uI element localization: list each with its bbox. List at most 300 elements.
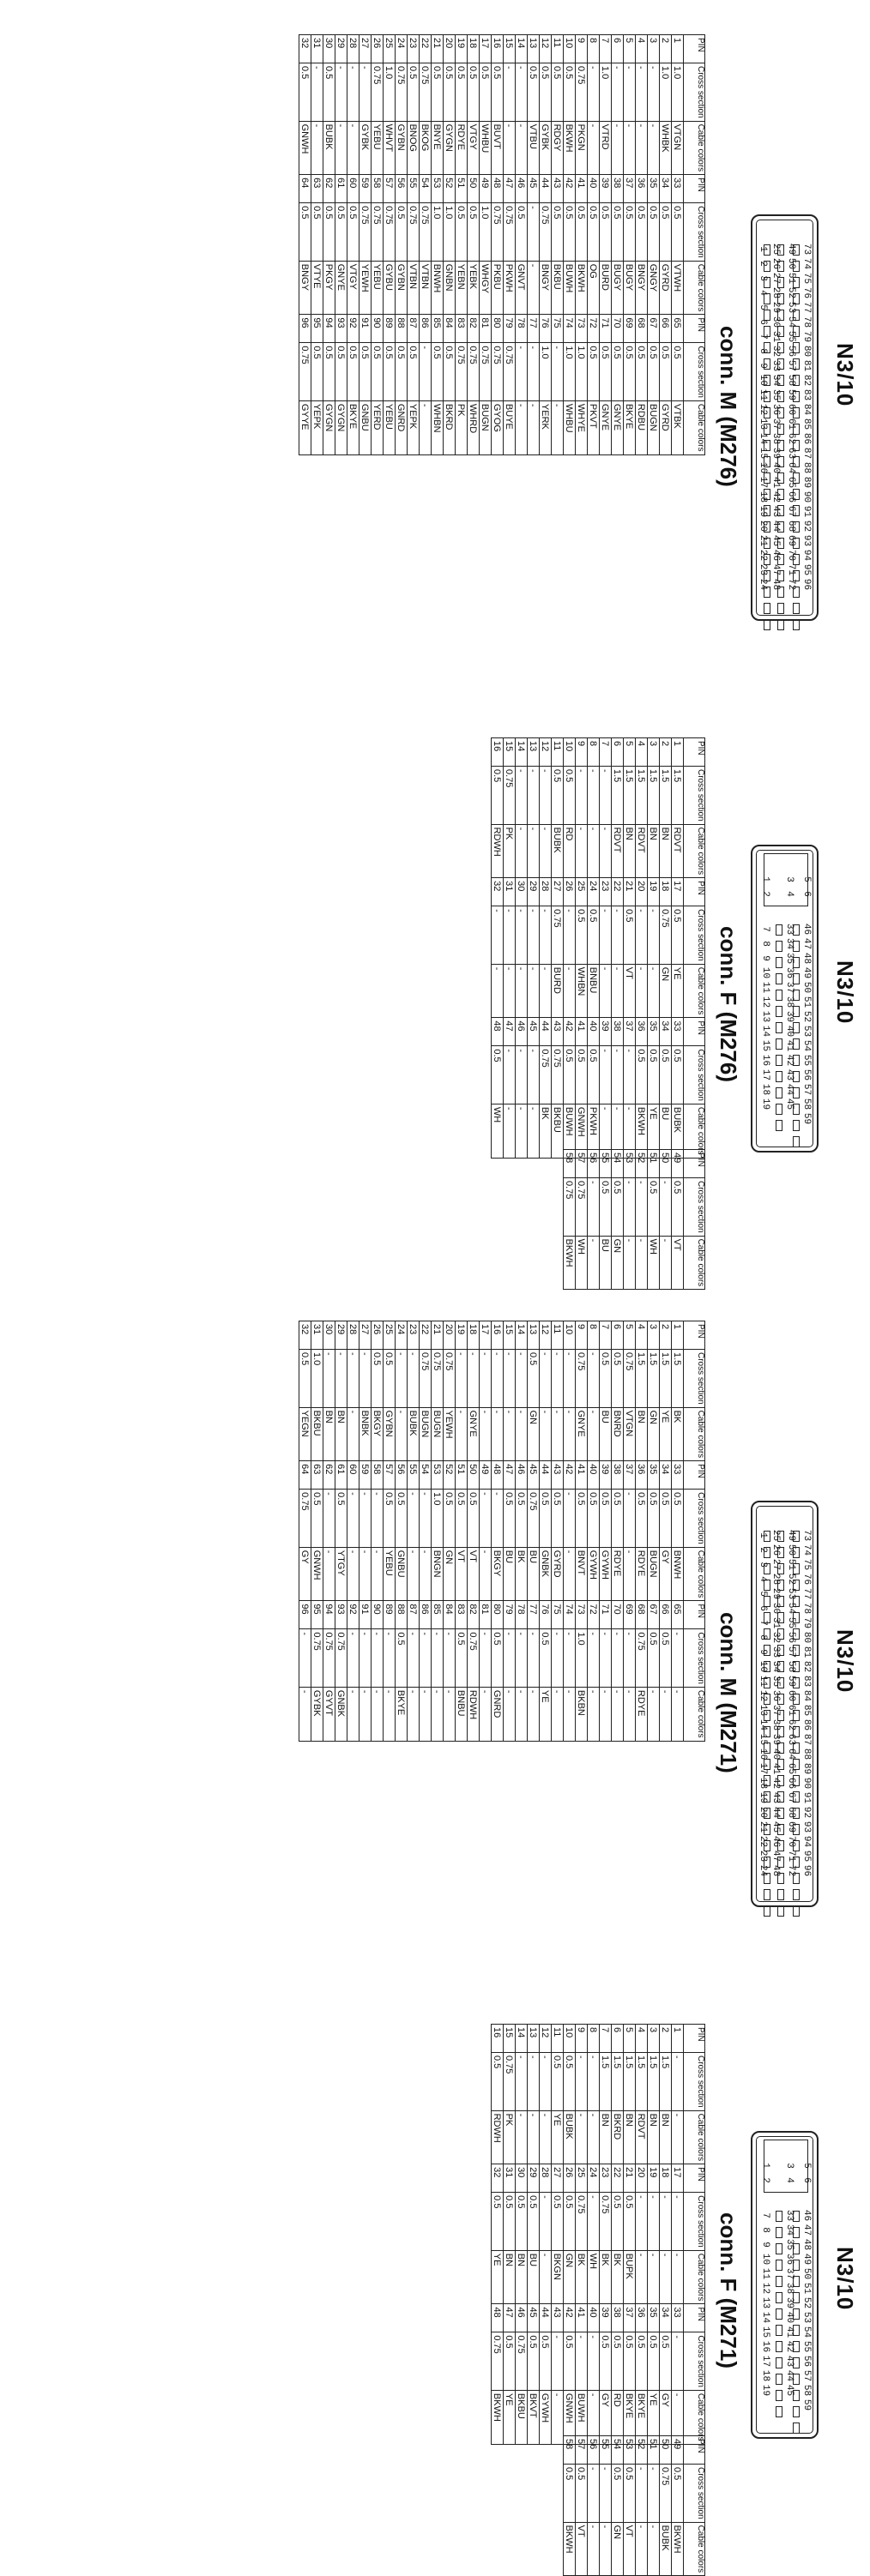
table-cell: - bbox=[504, 906, 516, 965]
pin-number: 44 bbox=[784, 2369, 794, 2382]
pin-number: 84 bbox=[801, 1689, 812, 1702]
table-row bbox=[540, 738, 552, 1159]
table-cell: 82 bbox=[468, 1601, 480, 1629]
connector-pin-numbers bbox=[760, 2208, 770, 2398]
pin-number: 33 bbox=[784, 2209, 794, 2222]
table-cell: 0.5 bbox=[636, 1490, 648, 1548]
table-row bbox=[504, 2025, 516, 2445]
table-cell: 53 bbox=[432, 1461, 444, 1490]
table-cell: 32 bbox=[492, 2164, 504, 2193]
table-cell: 0.5 bbox=[636, 343, 648, 401]
table-cell: WHBN bbox=[576, 964, 588, 1018]
table-cell: 61 bbox=[335, 1461, 347, 1490]
pin-number: 1 bbox=[760, 876, 770, 882]
table-cell: 90 bbox=[372, 315, 384, 343]
table-cell: - bbox=[504, 63, 516, 122]
pin-number: 18 bbox=[758, 1777, 768, 1790]
table-cell: 0.5 bbox=[660, 1490, 672, 1548]
pin-number: 95 bbox=[801, 1850, 812, 1863]
pin-number: 16 bbox=[758, 1748, 768, 1760]
table-cell: 0.75 bbox=[504, 2053, 516, 2111]
table-row bbox=[636, 1321, 648, 1742]
pin-number: 42 bbox=[784, 1054, 794, 1067]
table-row bbox=[564, 1321, 576, 1742]
table-cell: BU bbox=[660, 1104, 672, 1158]
pin-number: 7 bbox=[758, 1620, 768, 1626]
table-cell: - bbox=[468, 1350, 480, 1408]
table-row bbox=[648, 1321, 660, 1742]
table-cell: 39 bbox=[600, 175, 612, 203]
table-cell: 33 bbox=[672, 1018, 684, 1046]
table-cell: YE bbox=[660, 1407, 672, 1461]
table-cell: BN bbox=[504, 2250, 516, 2304]
pin-number: 13 bbox=[760, 1010, 770, 1023]
table-cell: - bbox=[564, 1629, 576, 1688]
table-cell: GYRD bbox=[552, 1547, 564, 1601]
table-row bbox=[588, 2025, 600, 2445]
table-cell: 58 bbox=[372, 175, 384, 203]
table-row bbox=[372, 35, 384, 455]
table-cell: 81 bbox=[480, 1601, 492, 1629]
pin-number: 46 bbox=[801, 2209, 812, 2222]
table-row bbox=[600, 35, 612, 455]
pin-number: 43 bbox=[770, 505, 781, 518]
pin-number: 14 bbox=[760, 2311, 770, 2324]
table-cell: 0.5 bbox=[672, 2465, 684, 2523]
pin-slot-row bbox=[776, 2208, 782, 2420]
table-cell: 74 bbox=[564, 1601, 576, 1629]
table-cell: - bbox=[588, 2332, 600, 2391]
table-cell: 51 bbox=[648, 1150, 660, 1178]
table-cell: 16 bbox=[492, 35, 504, 63]
table-cell: 24 bbox=[396, 1321, 408, 1350]
connector-pin-numbers bbox=[760, 872, 770, 901]
pin-number: 56 bbox=[801, 2355, 812, 2368]
table-cell: 55 bbox=[600, 2436, 612, 2465]
pin-number: 4 bbox=[784, 891, 794, 897]
pin-slot bbox=[776, 2227, 782, 2238]
table-cell: 0.5 bbox=[396, 1629, 408, 1688]
table-cell: VTBN bbox=[420, 261, 432, 315]
table-cell: - bbox=[516, 121, 528, 175]
pin-number: 8 bbox=[760, 941, 770, 947]
table-cell: 0.5 bbox=[552, 63, 564, 122]
pin-number: 50 bbox=[786, 257, 796, 270]
table-cell: GNVT bbox=[516, 261, 528, 315]
pin-number: 41 bbox=[770, 1762, 781, 1775]
pin-number: 4 bbox=[784, 2177, 794, 2183]
table-cell: 37 bbox=[624, 2304, 636, 2332]
table-cell: 1.0 bbox=[576, 1629, 588, 1688]
table-row bbox=[444, 35, 456, 455]
table-cell: 0.75 bbox=[468, 343, 480, 401]
pin-number: 47 bbox=[801, 2224, 812, 2236]
table-cell: 1 bbox=[672, 35, 684, 63]
pin-number: 59 bbox=[801, 1112, 812, 1125]
pin-slot bbox=[777, 619, 784, 630]
table-cell: - bbox=[504, 121, 516, 175]
table-cell: 0.5 bbox=[648, 1046, 660, 1104]
table-cell: BKBU bbox=[552, 1104, 564, 1158]
table-row bbox=[516, 1321, 528, 1742]
table-cell: 29 bbox=[335, 1321, 347, 1350]
table-cell: YE bbox=[672, 964, 684, 1018]
table-row bbox=[660, 1321, 672, 1742]
table-cell: WHBN bbox=[432, 400, 444, 454]
table-cell: 14 bbox=[516, 35, 528, 63]
table-cell: GNYE bbox=[612, 400, 624, 454]
table-cell: - bbox=[636, 2522, 648, 2576]
table-cell: - bbox=[624, 1547, 636, 1601]
table-cell: - bbox=[347, 63, 359, 122]
pin-number: 96 bbox=[801, 578, 812, 591]
pin-number: 79 bbox=[801, 330, 812, 343]
table-cell: - bbox=[528, 343, 540, 401]
pin-slot bbox=[776, 2276, 782, 2287]
table-cell: BUGY bbox=[624, 261, 636, 315]
table-cell: - bbox=[636, 121, 648, 175]
table-cell: BURD bbox=[552, 964, 564, 1018]
table-cell: 86 bbox=[420, 1601, 432, 1629]
table-cell: - bbox=[408, 1490, 420, 1548]
table-cell: - bbox=[612, 121, 624, 175]
table-row bbox=[588, 1150, 600, 1290]
pin-number: 20 bbox=[758, 520, 768, 533]
pin-number: 48 bbox=[801, 952, 812, 965]
pin-number: 10 bbox=[760, 2253, 770, 2266]
table-cell: - bbox=[516, 1629, 528, 1688]
table-cell: RDYE bbox=[636, 1547, 648, 1601]
table-cell: - bbox=[347, 1547, 359, 1601]
table-row bbox=[612, 2436, 624, 2576]
pin-number: 77 bbox=[801, 1587, 812, 1600]
table-row bbox=[311, 1321, 323, 1742]
column-header: Cable colors bbox=[684, 121, 705, 175]
table-cell: 1.0 bbox=[576, 343, 588, 401]
table-cell: RDVT bbox=[672, 824, 684, 878]
pin-number: 12 bbox=[758, 403, 768, 416]
table-cell: 48 bbox=[492, 2304, 504, 2332]
table-cell: 70 bbox=[612, 1601, 624, 1629]
table-cell: 54 bbox=[612, 2436, 624, 2465]
table-cell: 18 bbox=[468, 35, 480, 63]
table-cell: 41 bbox=[576, 1461, 588, 1490]
pin-number: 24 bbox=[758, 578, 768, 591]
table-cell: 18 bbox=[660, 878, 672, 906]
table-cell: BUBK bbox=[408, 1407, 420, 1461]
table-cell: - bbox=[624, 1629, 636, 1688]
pin-number: 49 bbox=[786, 243, 796, 256]
pin-number: 4 bbox=[758, 290, 768, 296]
pin-slot bbox=[764, 1889, 770, 1900]
table-cell: 0.5 bbox=[660, 2332, 672, 2391]
pin-number: 63 bbox=[786, 447, 796, 460]
table-cell: 70 bbox=[612, 315, 624, 343]
table-cell: 0.75 bbox=[432, 1350, 444, 1408]
table-cell: 0.75 bbox=[576, 2193, 588, 2251]
table-cell: - bbox=[648, 2465, 660, 2523]
table-cell: - bbox=[516, 1104, 528, 1158]
table-row bbox=[347, 35, 359, 455]
table-cell: 1.0 bbox=[600, 63, 612, 122]
table-cell: 0.5 bbox=[492, 2193, 504, 2251]
column-header: Cross section bbox=[684, 1350, 705, 1408]
pin-number: 57 bbox=[786, 1646, 796, 1658]
table-cell: GYWH bbox=[600, 1547, 612, 1601]
pin-number: 39 bbox=[784, 2296, 794, 2309]
table-cell: - bbox=[600, 906, 612, 965]
table-cell: 53 bbox=[432, 175, 444, 203]
table-cell: 0.5 bbox=[492, 2053, 504, 2111]
table-cell: - bbox=[540, 2110, 552, 2164]
table-cell: 72 bbox=[588, 315, 600, 343]
table-cell: - bbox=[480, 1687, 492, 1741]
pin-number: 21 bbox=[758, 534, 768, 547]
pin-number: 6 bbox=[758, 1605, 768, 1611]
table-cell: 60 bbox=[347, 1461, 359, 1490]
connector-title: conn. F (M276) bbox=[716, 926, 741, 1083]
table-cell: 0.75 bbox=[444, 1350, 456, 1408]
table-cell: - bbox=[588, 1687, 600, 1741]
table-cell: 17 bbox=[672, 2164, 684, 2193]
table-cell: 11 bbox=[552, 2025, 564, 2053]
pin-number: 91 bbox=[801, 1791, 812, 1804]
table-row bbox=[347, 1321, 359, 1742]
table-cell: YEBU bbox=[372, 121, 384, 175]
pin-number: 2 bbox=[760, 2177, 770, 2183]
table-cell: 32 bbox=[299, 1321, 311, 1350]
connector-pin-numbers bbox=[786, 1528, 796, 1878]
table-cell: - bbox=[299, 1629, 311, 1688]
table-cell: BK bbox=[516, 1547, 528, 1601]
table-row bbox=[588, 35, 600, 455]
table-cell: 55 bbox=[600, 1150, 612, 1178]
table-cell: 22 bbox=[420, 1321, 432, 1350]
column-header: Cable colors bbox=[684, 2110, 705, 2164]
pin-number: 32 bbox=[770, 345, 781, 358]
table-cell: WHBU bbox=[564, 400, 576, 454]
pin-number: 65 bbox=[786, 476, 796, 489]
table-cell: 0.5 bbox=[576, 906, 588, 965]
table-cell: 0.5 bbox=[552, 2053, 564, 2111]
table-cell: 1.5 bbox=[636, 1350, 648, 1408]
table-cell: - bbox=[540, 2250, 552, 2304]
pin-number: 83 bbox=[801, 1675, 812, 1688]
table-cell: GY bbox=[600, 2390, 612, 2444]
table-cell: 15 bbox=[504, 1321, 516, 1350]
pin-number: 27 bbox=[770, 1558, 781, 1571]
table-cell: 21 bbox=[432, 1321, 444, 1350]
pin-number: 28 bbox=[770, 1573, 781, 1586]
table-cell: 25 bbox=[384, 35, 396, 63]
table-cell: - bbox=[347, 1490, 359, 1548]
table-cell: BUWH bbox=[564, 1104, 576, 1158]
table-cell: BKGY bbox=[372, 1407, 384, 1461]
table-cell: 69 bbox=[624, 1601, 636, 1629]
table-cell: - bbox=[552, 343, 564, 401]
table-cell: 44 bbox=[540, 2304, 552, 2332]
table-cell: GNBK bbox=[335, 1687, 347, 1741]
table-cell: 69 bbox=[624, 315, 636, 343]
pin-number: 30 bbox=[770, 316, 781, 328]
table-cell: BKWH bbox=[576, 261, 588, 315]
table-cell: - bbox=[576, 2110, 588, 2164]
table-cell: - bbox=[528, 1046, 540, 1104]
table-cell: 0.5 bbox=[672, 1046, 684, 1104]
table-row bbox=[648, 1150, 660, 1290]
table-cell: - bbox=[564, 1350, 576, 1408]
pin-number: 39 bbox=[784, 1010, 794, 1023]
table-cell: - bbox=[612, 1104, 624, 1158]
table-cell: 12 bbox=[540, 1321, 552, 1350]
table-cell: GY bbox=[660, 1547, 672, 1601]
column-header: Cross section bbox=[684, 203, 705, 262]
table-cell: 37 bbox=[624, 175, 636, 203]
pin-number: 47 bbox=[801, 937, 812, 950]
table-cell: 23 bbox=[408, 35, 420, 63]
table-cell: 20 bbox=[636, 2164, 648, 2193]
table-cell: 1.5 bbox=[660, 767, 672, 825]
pin-table-extra bbox=[563, 2435, 705, 2576]
table-cell: 0.5 bbox=[540, 2332, 552, 2391]
table-header-row bbox=[684, 1321, 705, 1742]
table-cell: - bbox=[552, 2390, 564, 2444]
column-header: PIN bbox=[684, 878, 705, 906]
table-header-row bbox=[684, 2025, 705, 2445]
pin-slot bbox=[776, 941, 782, 952]
pin-number: 65 bbox=[786, 1762, 796, 1775]
table-cell: 32 bbox=[492, 878, 504, 906]
table-cell: 0.5 bbox=[504, 1490, 516, 1548]
table-cell: - bbox=[516, 63, 528, 122]
table-cell: - bbox=[588, 767, 600, 825]
table-cell: 1.5 bbox=[660, 2053, 672, 2111]
table-row bbox=[516, 2025, 528, 2445]
table-cell: - bbox=[528, 261, 540, 315]
pin-number: 35 bbox=[770, 1675, 781, 1688]
table-cell: - bbox=[672, 2332, 684, 2391]
table-cell: 44 bbox=[540, 1018, 552, 1046]
table-cell: 27 bbox=[552, 2164, 564, 2193]
pin-number: 46 bbox=[770, 549, 781, 562]
table-cell: 15 bbox=[504, 738, 516, 767]
table-cell: - bbox=[564, 1407, 576, 1461]
table-row bbox=[672, 2025, 684, 2445]
table-cell: BU bbox=[600, 1236, 612, 1290]
table-cell: - bbox=[504, 1046, 516, 1104]
table-cell: 47 bbox=[504, 175, 516, 203]
table-cell: GNYE bbox=[576, 1407, 588, 1461]
table-row bbox=[600, 2025, 612, 2445]
table-cell: - bbox=[504, 1687, 516, 1741]
table-cell: 9 bbox=[576, 35, 588, 63]
table-cell: 19 bbox=[648, 878, 660, 906]
table-cell: - bbox=[540, 964, 552, 1018]
pin-number: 7 bbox=[758, 334, 768, 340]
column-header: Cross section bbox=[684, 2193, 705, 2251]
table-cell: 0.5 bbox=[335, 1490, 347, 1548]
table-cell: - bbox=[516, 2053, 528, 2111]
table-cell: - bbox=[528, 1104, 540, 1158]
table-cell: BUBK bbox=[660, 2522, 672, 2576]
pin-number: 17 bbox=[760, 2355, 770, 2368]
pin-number: 37 bbox=[770, 418, 781, 430]
table-cell: 18 bbox=[660, 2164, 672, 2193]
pin-slot bbox=[776, 2341, 782, 2352]
pin-number: 72 bbox=[786, 1864, 796, 1877]
table-cell: OG bbox=[588, 261, 600, 315]
table-cell: 86 bbox=[420, 315, 432, 343]
table-cell: 89 bbox=[384, 315, 396, 343]
table-cell: 1.0 bbox=[384, 63, 396, 122]
table-cell: GNBN bbox=[444, 261, 456, 315]
table-cell: 53 bbox=[624, 2436, 636, 2465]
pin-number: 15 bbox=[758, 447, 768, 460]
table-cell: - bbox=[504, 1407, 516, 1461]
pin-number: 76 bbox=[801, 1573, 812, 1586]
table-cell: 21 bbox=[624, 878, 636, 906]
pin-number: 48 bbox=[770, 578, 781, 591]
table-cell: 0.5 bbox=[576, 2465, 588, 2523]
table-cell: RDVT bbox=[612, 824, 624, 878]
pin-number: 69 bbox=[786, 534, 796, 547]
pin-number: 26 bbox=[770, 257, 781, 270]
table-cell: - bbox=[588, 2465, 600, 2523]
pin-number: 92 bbox=[801, 1806, 812, 1819]
column-header: Cross section bbox=[684, 1046, 705, 1104]
table-cell: 5 bbox=[624, 1321, 636, 1350]
table-cell: 57 bbox=[384, 1461, 396, 1490]
table-cell: 96 bbox=[299, 1601, 311, 1629]
table-cell: 67 bbox=[648, 315, 660, 343]
table-cell: 0.75 bbox=[660, 906, 672, 965]
table-cell: 0.5 bbox=[311, 343, 323, 401]
column-header: Cable colors bbox=[684, 1236, 705, 1290]
table-cell: - bbox=[636, 63, 648, 122]
table-cell: 11 bbox=[552, 738, 564, 767]
table-cell: 96 bbox=[299, 315, 311, 343]
pin-table bbox=[491, 2024, 705, 2445]
table-cell: 16 bbox=[492, 1321, 504, 1350]
table-cell: VTBK bbox=[672, 400, 684, 454]
pin-number: 33 bbox=[770, 1646, 781, 1658]
table-cell: BKRD bbox=[612, 2110, 624, 2164]
table-cell: 9 bbox=[576, 1321, 588, 1350]
connector-pin-numbers bbox=[758, 1528, 768, 1878]
table-cell: - bbox=[492, 906, 504, 965]
table-cell: 28 bbox=[540, 2164, 552, 2193]
table-cell: 0.75 bbox=[384, 203, 396, 262]
table-row bbox=[504, 1321, 516, 1742]
pin-number: 82 bbox=[801, 374, 812, 387]
table-cell: - bbox=[624, 1236, 636, 1290]
table-row bbox=[299, 35, 311, 455]
pin-number: 41 bbox=[784, 2326, 794, 2338]
table-cell: BN bbox=[600, 2110, 612, 2164]
table-cell: BKGN bbox=[552, 2250, 564, 2304]
table-cell: 44 bbox=[540, 1461, 552, 1490]
table-cell: 11 bbox=[552, 1321, 564, 1350]
table-cell: BUGY bbox=[612, 261, 624, 315]
pin-number: 71 bbox=[786, 563, 796, 576]
table-cell: - bbox=[432, 1687, 444, 1741]
pin-number: 6 bbox=[758, 319, 768, 325]
table-cell: 73 bbox=[576, 1601, 588, 1629]
table-cell: 45 bbox=[528, 2304, 540, 2332]
table-row bbox=[636, 2025, 648, 2445]
table-cell: 78 bbox=[516, 315, 528, 343]
pin-number: 38 bbox=[784, 996, 794, 1008]
